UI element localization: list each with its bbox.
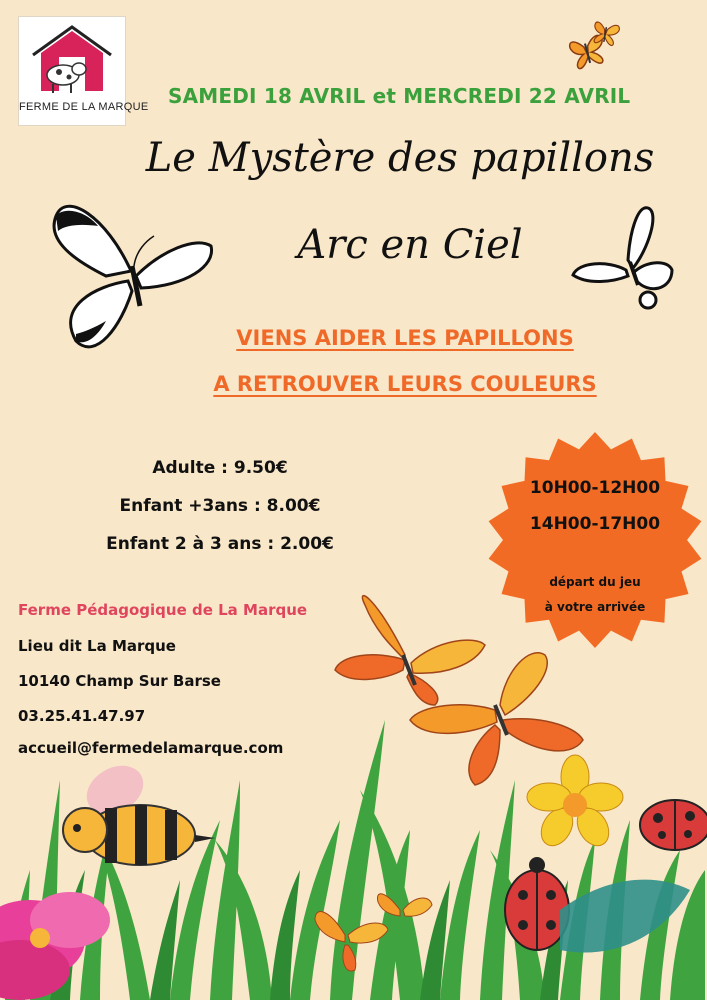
flower-icon bbox=[527, 755, 623, 851]
address-line-1: Lieu dit La Marque bbox=[18, 637, 176, 655]
farm-logo-icon bbox=[19, 17, 125, 101]
butterfly-icon bbox=[548, 8, 638, 88]
time-slot-morning: 10H00-12H00 bbox=[529, 478, 661, 498]
event-dates: SAMEDI 18 AVRIL et MERCREDI 22 AVRIL bbox=[168, 84, 631, 108]
butterfly-icon bbox=[335, 596, 485, 705]
title-line-1: Le Mystère des papillons bbox=[145, 135, 655, 181]
schedule-note-1: départ du jeu bbox=[549, 575, 641, 589]
farm-logo bbox=[18, 16, 149, 126]
title-line-2: Arc en Ciel bbox=[297, 222, 523, 268]
price-child-3plus: Enfant +3ans : 8.00€ bbox=[119, 496, 321, 516]
cta-line-1: VIENS AIDER LES PAPILLONS bbox=[236, 326, 574, 350]
phone-number[interactable]: 03.25.41.47.97 bbox=[18, 707, 146, 725]
bee-icon bbox=[63, 756, 215, 865]
ladybug-icon bbox=[505, 857, 569, 950]
cta-line-2: A RETROUVER LEURS COULEURS bbox=[213, 372, 597, 396]
price-child-2-3: Enfant 2 à 3 ans : 2.00€ bbox=[106, 534, 334, 554]
email-address[interactable]: accueil@fermedelamarque.com bbox=[18, 739, 284, 757]
address-line-2: 10140 Champ Sur Barse bbox=[18, 672, 221, 690]
farm-name: Ferme Pédagogique de La Marque bbox=[18, 601, 308, 619]
price-adult: Adulte : 9.50€ bbox=[152, 458, 288, 478]
garden-illustration bbox=[0, 580, 707, 1000]
butterfly-icon bbox=[568, 200, 678, 310]
schedule-note-2: à votre arrivée bbox=[544, 600, 646, 614]
logo-text: FERME DE LA MARQUE bbox=[19, 101, 149, 113]
ladybug-icon bbox=[640, 800, 707, 850]
butterfly-icon bbox=[36, 196, 216, 361]
time-slot-afternoon: 14H00-17H00 bbox=[529, 514, 661, 534]
